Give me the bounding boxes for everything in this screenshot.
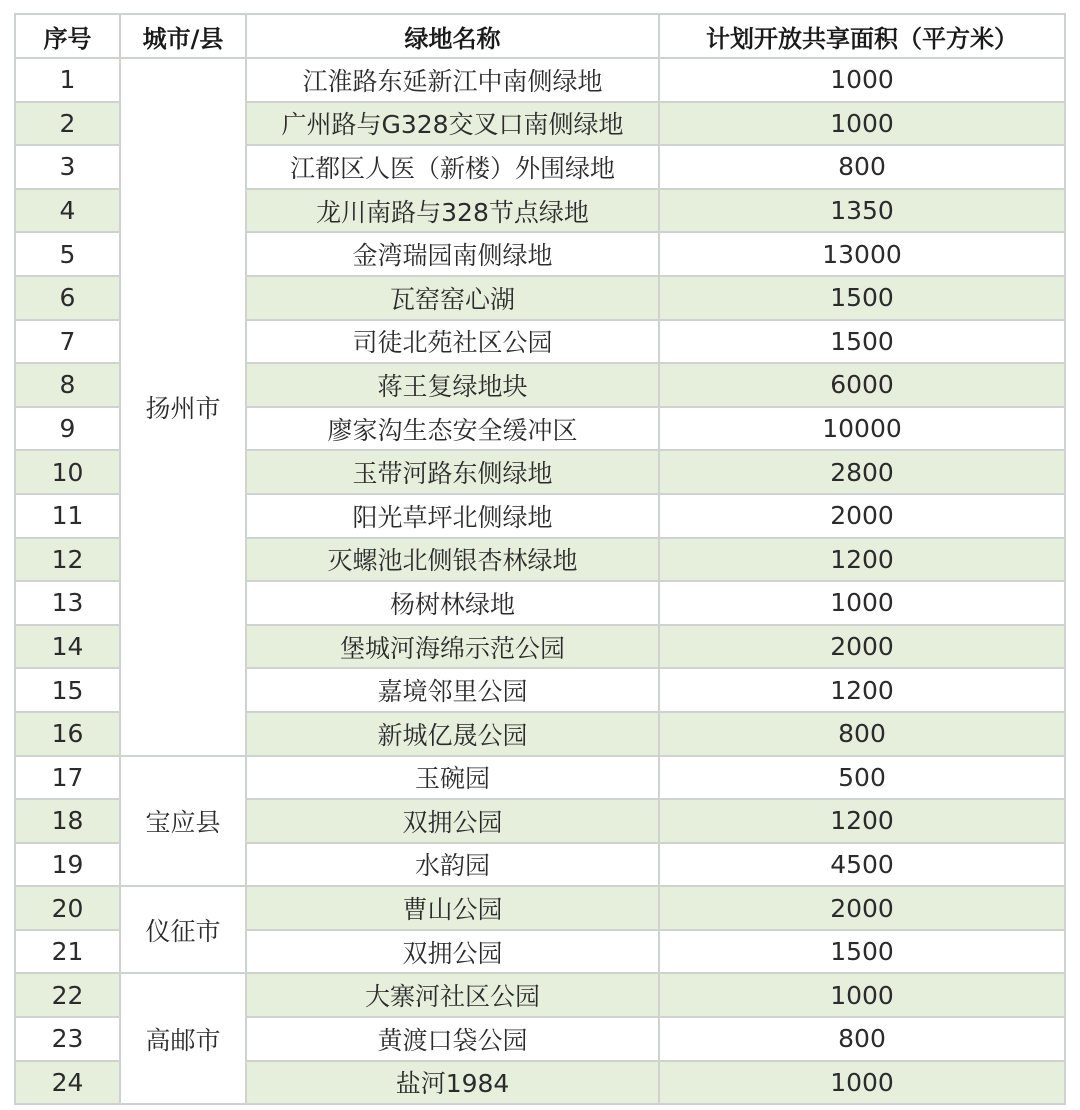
cell-green-space-name: 蒋王复绿地块 [246, 363, 659, 407]
cell-index: 4 [15, 189, 120, 233]
cell-planned-area: 1200 [659, 538, 1065, 582]
cell-index: 15 [15, 668, 120, 712]
cell-index: 7 [15, 320, 120, 364]
cell-green-space-name: 江都区人医（新楼）外围绿地 [246, 145, 659, 189]
cell-planned-area: 2000 [659, 886, 1065, 930]
cell-green-space-name: 司徒北苑社区公园 [246, 320, 659, 364]
cell-planned-area: 6000 [659, 363, 1065, 407]
table-header-row [15, 14, 1065, 58]
cell-index: 12 [15, 538, 120, 582]
cell-planned-area: 1200 [659, 668, 1065, 712]
cell-green-space-name: 黄渡口袋公园 [246, 1017, 659, 1061]
cell-planned-area: 4500 [659, 843, 1065, 887]
header-green-space-name: 绿地名称 [246, 14, 659, 58]
green-space-table-sheet [14, 13, 1064, 1105]
cell-green-space-name: 玉带河路东侧绿地 [246, 450, 659, 494]
table-body [15, 58, 1065, 1104]
green-space-table [14, 13, 1066, 1105]
cell-planned-area: 10000 [659, 407, 1065, 451]
cell-planned-area: 500 [659, 756, 1065, 800]
cell-index: 11 [15, 494, 120, 538]
cell-city: 宝应县 [120, 756, 246, 887]
cell-green-space-name: 杨树林绿地 [246, 581, 659, 625]
cell-planned-area: 1000 [659, 102, 1065, 146]
cell-city: 高邮市 [120, 973, 246, 1104]
cell-planned-area: 1000 [659, 581, 1065, 625]
header-planned-area: 计划开放共享面积（平方米） [659, 14, 1065, 58]
cell-green-space-name: 金湾瑞园南侧绿地 [246, 232, 659, 276]
cell-planned-area: 2000 [659, 625, 1065, 669]
cell-index: 22 [15, 973, 120, 1017]
cell-green-space-name: 新城亿晟公园 [246, 712, 659, 756]
cell-green-space-name: 堡城河海绵示范公园 [246, 625, 659, 669]
table-row [15, 973, 1065, 1017]
cell-planned-area: 1500 [659, 276, 1065, 320]
cell-index: 14 [15, 625, 120, 669]
table-row [15, 756, 1065, 800]
cell-index: 16 [15, 712, 120, 756]
cell-planned-area: 1000 [659, 1061, 1065, 1105]
cell-index: 6 [15, 276, 120, 320]
cell-green-space-name: 盐河1984 [246, 1061, 659, 1105]
cell-planned-area: 1000 [659, 973, 1065, 1017]
table-row [15, 58, 1065, 102]
cell-planned-area: 1000 [659, 58, 1065, 102]
cell-planned-area: 1200 [659, 799, 1065, 843]
cell-green-space-name: 广州路与G328交叉口南侧绿地 [246, 102, 659, 146]
cell-index: 19 [15, 843, 120, 887]
cell-green-space-name: 玉碗园 [246, 756, 659, 800]
cell-planned-area: 1350 [659, 189, 1065, 233]
cell-index: 21 [15, 930, 120, 974]
cell-green-space-name: 江淮路东延新江中南侧绿地 [246, 58, 659, 102]
cell-index: 24 [15, 1061, 120, 1105]
cell-planned-area: 800 [659, 712, 1065, 756]
cell-index: 10 [15, 450, 120, 494]
cell-green-space-name: 曹山公园 [246, 886, 659, 930]
cell-green-space-name: 瓦窑窑心湖 [246, 276, 659, 320]
cell-index: 17 [15, 756, 120, 800]
cell-index: 5 [15, 232, 120, 276]
cell-index: 2 [15, 102, 120, 146]
cell-planned-area: 2800 [659, 450, 1065, 494]
cell-planned-area: 800 [659, 1017, 1065, 1061]
table-row [15, 886, 1065, 930]
cell-planned-area: 1500 [659, 930, 1065, 974]
cell-green-space-name: 双拥公园 [246, 930, 659, 974]
cell-index: 3 [15, 145, 120, 189]
cell-city: 仪征市 [120, 886, 246, 973]
cell-green-space-name: 水韵园 [246, 843, 659, 887]
cell-index: 9 [15, 407, 120, 451]
cell-green-space-name: 阳光草坪北侧绿地 [246, 494, 659, 538]
cell-index: 18 [15, 799, 120, 843]
cell-planned-area: 1500 [659, 320, 1065, 364]
cell-index: 8 [15, 363, 120, 407]
cell-city: 扬州市 [120, 58, 246, 756]
cell-index: 13 [15, 581, 120, 625]
header-index: 序号 [15, 14, 120, 58]
cell-index: 1 [15, 58, 120, 102]
cell-planned-area: 13000 [659, 232, 1065, 276]
cell-green-space-name: 大寨河社区公园 [246, 973, 659, 1017]
cell-green-space-name: 廖家沟生态安全缓冲区 [246, 407, 659, 451]
cell-planned-area: 800 [659, 145, 1065, 189]
cell-index: 23 [15, 1017, 120, 1061]
cell-index: 20 [15, 886, 120, 930]
cell-green-space-name: 灭螺池北侧银杏林绿地 [246, 538, 659, 582]
header-city: 城市/县 [120, 14, 246, 58]
cell-green-space-name: 嘉境邻里公园 [246, 668, 659, 712]
cell-green-space-name: 双拥公园 [246, 799, 659, 843]
cell-planned-area: 2000 [659, 494, 1065, 538]
cell-green-space-name: 龙川南路与328节点绿地 [246, 189, 659, 233]
